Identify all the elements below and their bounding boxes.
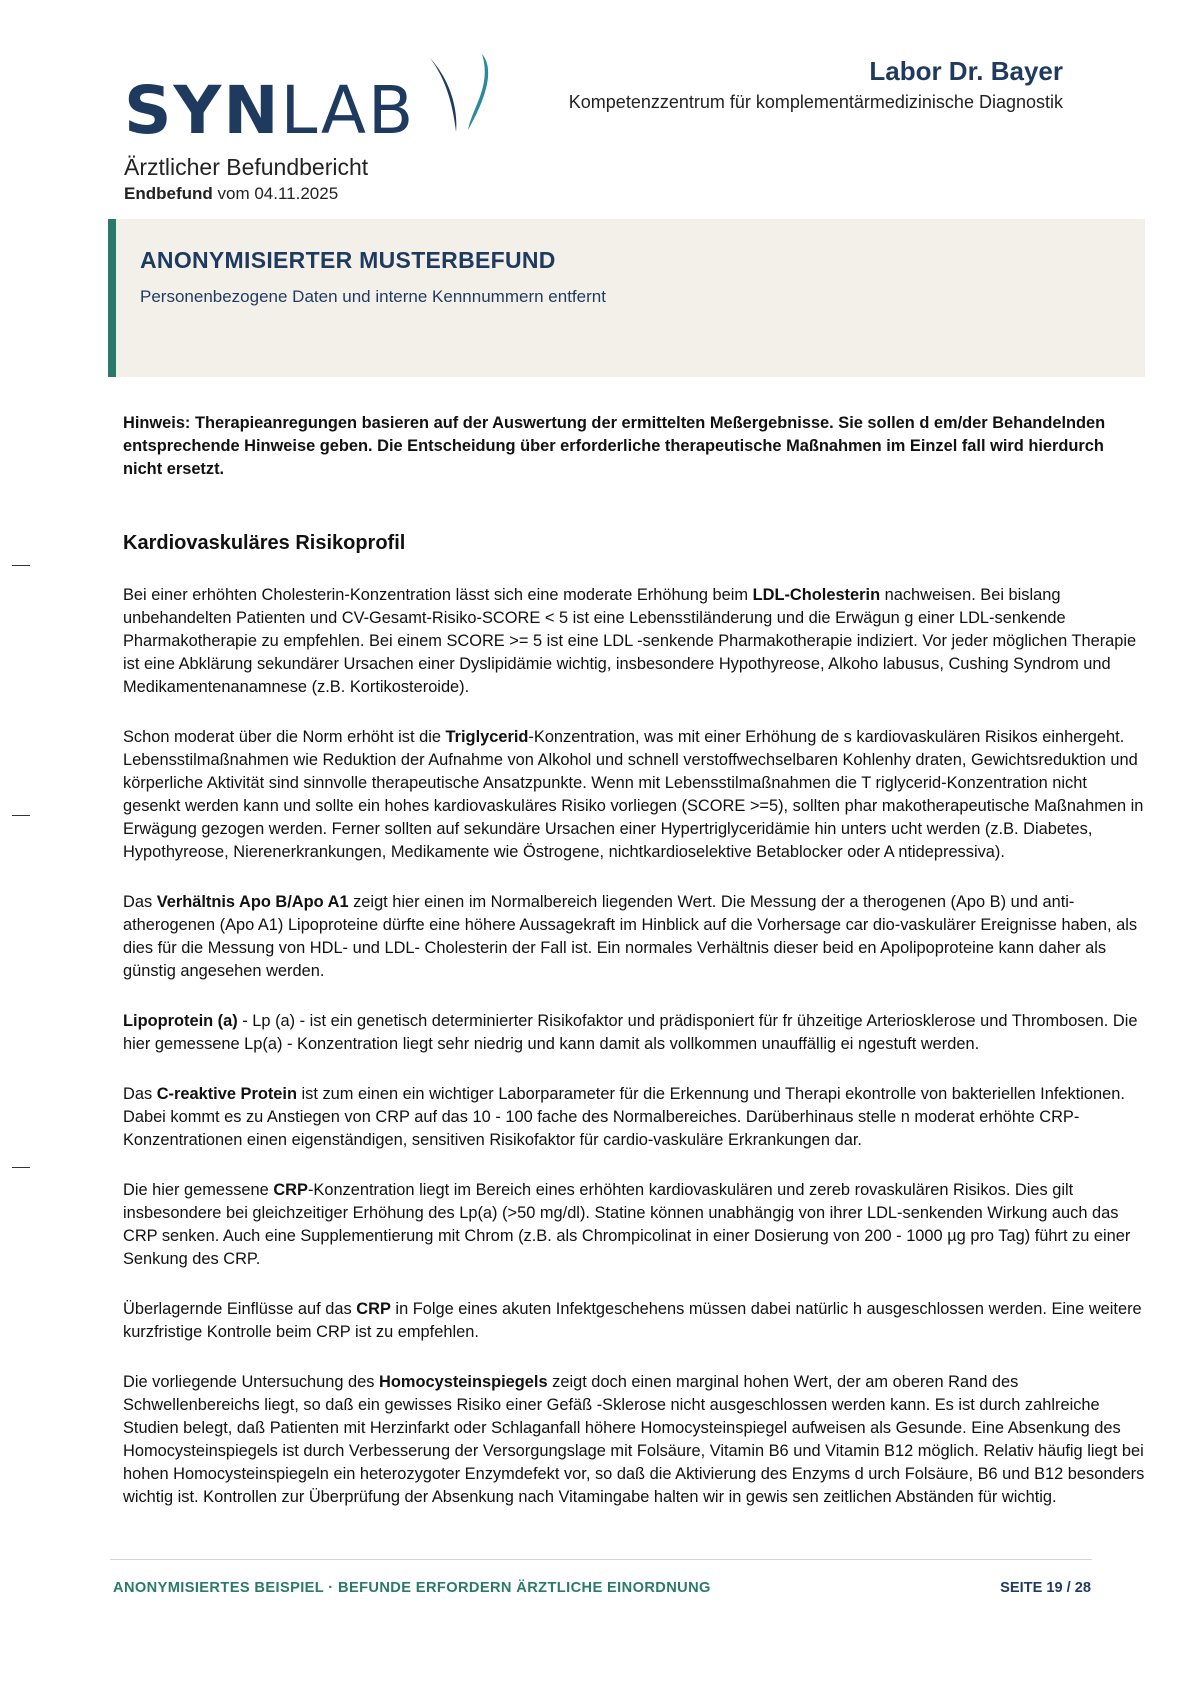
paragraph-keyword: C-reaktive Protein: [156, 1085, 297, 1103]
margin-tick: [12, 1167, 30, 1168]
report-date-line: [124, 184, 338, 204]
paragraph-keyword: CRP: [273, 1181, 308, 1199]
paragraph-ldl: [123, 584, 1148, 699]
paragraph-keyword: Verhältnis Apo B/Apo A1: [156, 893, 349, 911]
paragraph-triglycerid: [123, 726, 1148, 864]
banner-subtitle: Personenbezogene Daten und interne Kennnummern entfernt: [140, 287, 606, 306]
logo-text-light: LAB: [280, 72, 416, 149]
paragraph-text: Bei einer erhöhten Cholesterin-Konzentration lässt sich eine moderate Erhöhung beim: [123, 586, 753, 604]
therapy-note: Hinweis: Therapieanregungen basieren auf der Auswertung der ermittelten Meßergebnisse. Sie sollen d em/der Behandelnden entsprechende Hinweise geben. Die Entscheidung über erforderliche therapeutische Maßnahmen im Einzel fall wird hierdurch nicht ersetzt.: [123, 414, 1106, 478]
logo-wordmark: [124, 74, 415, 148]
findings-text: [123, 584, 1148, 1536]
logo-mark-icon: [426, 52, 502, 144]
paragraph-text: -Konzentration liegt im Bereich eines erhöhten kardiovaskulären und zereb rovaskulären Risikos. Dies gilt insbesondere bei gleichzeitiger Erhöhung des Lp(a) (>50 mg/dl). Statine können unabhängig von ihrer LDL-senkenden Wirkung auch das CRP senken. Auch eine Supplementierung mit Chrom (z.B. als Chrompicolinat in einer Dosierung von 200 - 1000 µg pro Tag) führt zu einer Senkung des CRP.: [123, 1181, 1131, 1268]
banner-title: ANONYMISIERTER MUSTERBEFUND: [140, 247, 556, 273]
paragraph-keyword: Triglycerid: [445, 728, 529, 746]
paragraph-text: zeigt doch einen marginal hohen Wert, der am oberen Rand des Schwellenbereichs liegt, so daß ein gewisses Risiko einer Gefäß -Sklerose nicht ausgeschlossen werden kann. Es ist durch zahlreiche Studien belegt, daß Patienten mit Herzinfarkt oder Schlaganfall höhere Homocysteinspiegel aufweisen als Gesunde. Eine Absenkung des Homocysteinspiegels ist durch Verbesserung der Versorgungslage mit Folsäure, Vitamin B6 und Vitamin B12 möglich. Relativ häufig liegt bei hohen Homocysteinspiegeln ein heterozygoter Enzymdefekt vor, so daß die Aktivierung des Enzyms d urch Folsäure, B6 und B12 besonders wichtig ist. Kontrollen zur Überprüfung der Absenkung nach Vitamingabe halten wir in gewis sen zeitlichen Abständen für wichtig.: [123, 1373, 1145, 1506]
paragraph-crp-infection: [123, 1298, 1148, 1344]
paragraph-keyword: LDL-Cholesterin: [752, 586, 881, 604]
paragraph-text: in Folge eines akuten Infektgeschehens müssen dabei natürlic h ausgeschlossen werden. Eine weitere kurzfristige Kontrolle beim CRP ist zu empfehlen.: [123, 1300, 1142, 1341]
paragraph-homocystein: [123, 1371, 1148, 1509]
footer-disclaimer: ANONYMISIERTES BEISPIEL · BEFUNDE ERFORDERN ÄRZTLICHE EINORDNUNG: [113, 1580, 711, 1596]
paragraph-apo-ratio: [123, 891, 1148, 983]
paragraph-text: Das: [123, 1085, 157, 1103]
paragraph-text: Schon moderat über die Norm erhöht ist die: [123, 728, 446, 746]
margin-tick: [12, 815, 30, 816]
paragraph-text: Das: [123, 893, 157, 911]
paragraph-text: Die vorliegende Untersuchung des: [123, 1373, 380, 1391]
report-status: Endbefund: [124, 184, 213, 203]
report-title: Ärztlicher Befundbericht: [124, 154, 369, 180]
paragraph-text: zeigt hier einen im Normalbereich liegenden Wert. Die Messung der a therogenen (Apo B) und anti-atherogenen (Apo A1) Lipoproteine dürfte eine höhere Aussagekraft im Hinblick auf die Vorhersage car dio-vaskulärer Ereignisse haben, als dies für die Messung von HDL- und LDL- Cholesterin der Fall ist. Ein normales Verhältnis dieser beid en Apolipoproteine kann daher als günstig angesehen werden.: [123, 893, 1138, 980]
paragraph-keyword: Homocysteinspiegels: [379, 1373, 548, 1391]
logo-text-bold: SYN: [124, 72, 281, 149]
report-date: vom 04.11.2025: [212, 184, 339, 203]
paragraph-text: nachweisen. Bei bislang unbehandelten Patienten und CV-Gesamt-Risiko-SCORE < 5 ist eine Lebensstiländerung und die Erwägun g einer LDL-senkende Pharmakotherapie zu empfehlen. Bei einem SCORE >= 5 ist eine LDL -senkende Pharmakotherapie indiziert. Vor jeder möglichen Therapie ist eine Abklärung sekundärer Ursachen einer Dyslipidämie wichtig, insbesondere Hypothyreose, Alkoho labusus, Cushing Syndrom und Medikamentenanamnese (z.B. Kortikosteroide).: [123, 586, 1137, 696]
paragraph-crp-result: [123, 1179, 1148, 1271]
paragraph-crp-intro: [123, 1083, 1148, 1152]
paragraph-text: - Lp (a) - ist ein genetisch determinierter Risikofaktor und prädisponiert für fr ühzeitige Arteriosklerose und Thrombosen. Die hier gemessene Lp(a) - Konzentration liegt sehr niedrig und kann damit als vollkommen unauffällig ei ngestuft werden.: [123, 1012, 1138, 1053]
paragraph-keyword: CRP: [356, 1300, 391, 1318]
section-title: Kardiovaskuläres Risikoprofil: [123, 532, 406, 554]
paragraph-lipoprotein-a: [123, 1010, 1148, 1056]
paragraph-keyword: Lipoprotein (a): [123, 1012, 238, 1030]
paragraph-text: Überlagernde Einflüsse auf das: [123, 1300, 357, 1318]
paragraph-text: -Konzentration, was mit einer Erhöhung de s kardiovaskulären Risikos einhergeht. Lebensstilmaßnahmen wie Reduktion der Aufnahme von Alkohol und schnell verstoffwechselbaren Kohlenhy draten, Gewichtsreduktion und körperliche Aktivität sind sinnvolle therapeutische Ansatzpunkte. Wenn mit Lebensstilmaßnahmen die T riglycerid-Konzentration nicht gesenkt werden kann und sollte ein hohes kardiovaskuläres Risiko vorliegen (SCORE >=5), sollten phar makotherapeutische Maßnahmen in Erwägung gezogen werden. Ferner sollten auf sekundäre Ursachen einer Hypertriglyceridämie hin unters ucht werden (z.B. Diabetes, Hypothyreose, Nierenerkrankungen, Medikamente wie Östrogene, nichtkardioselektive Betablocker oder A ntidepressiva).: [123, 728, 1144, 861]
paragraph-text: Die hier gemessene: [123, 1181, 274, 1199]
page-number: SEITE 19 / 28: [1000, 1580, 1091, 1596]
lab-name: Labor Dr. Bayer: [869, 56, 1063, 86]
footer-divider: [110, 1559, 1092, 1560]
margin-tick: [12, 565, 30, 566]
lab-subtitle: Kompetenzzentrum für komplementärmedizinische Diagnostik: [568, 92, 1063, 112]
paragraph-text: ist zum einen ein wichtiger Laborparameter für die Erkennung und Therapi ekontrolle von bakteriellen Infektionen. Dabei kommt es zu Anstiegen von CRP auf das 10 - 100 fache des Normalbereiches. Darüberhinaus stelle n moderat erhöhte CRP-Konzentrationen einen eigenständigen, sensitiven Risikofaktor für cardio-vaskuläre Erkrankungen dar.: [123, 1085, 1125, 1149]
synlab-logo: [124, 52, 502, 148]
anonymized-banner: [108, 219, 1145, 377]
